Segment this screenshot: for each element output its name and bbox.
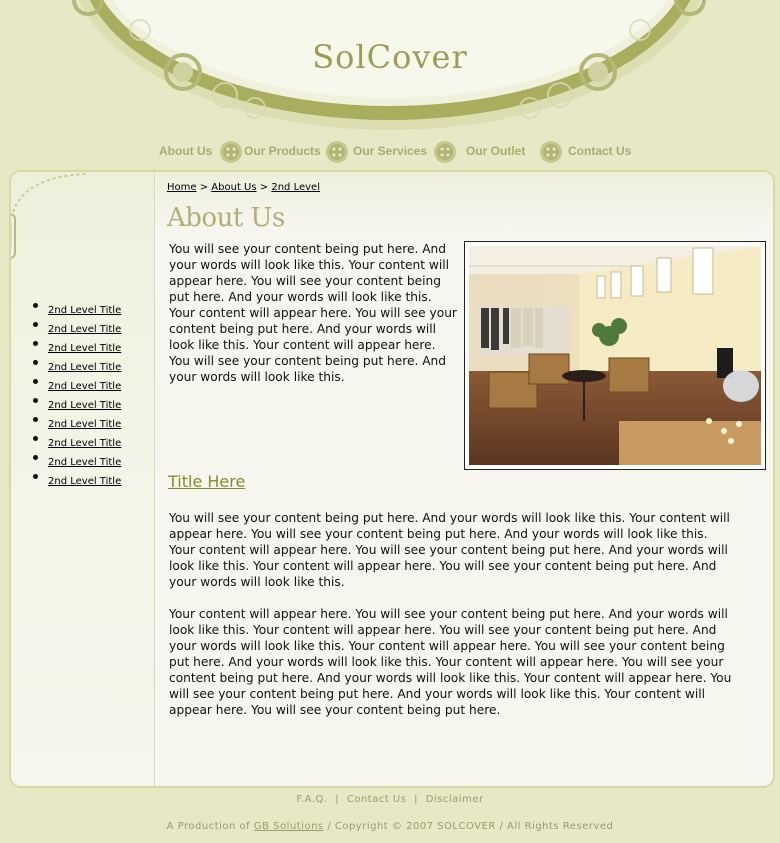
bullet-icon	[33, 303, 38, 308]
footer-separator: |	[335, 794, 340, 805]
sidebar-item	[31, 355, 121, 374]
button-icon	[219, 140, 243, 164]
bullet-icon	[33, 474, 38, 479]
logo[interactable]: SolCover	[312, 38, 468, 76]
copyright-text: / Copyright © 2007 SOLCOVER / All Rights Reserved	[327, 821, 614, 832]
sidebar-item	[31, 412, 121, 431]
footer-links	[0, 794, 780, 805]
copyright	[0, 821, 780, 832]
breadcrumb-2nd-level[interactable]: 2nd Level	[271, 182, 320, 193]
sidebar-item	[31, 431, 121, 450]
bullet-icon	[33, 360, 38, 365]
content-paragraph-2: Your content will appear here. You will see your content being put here. And your words will look like this. Your content will appear here. You will see your content being put here. And your words will look like this. Your content will appear here. You will see your content being put here. And your words will look like this. Your content will appear here. You will see your content being put here. And your words will look like this. Your content will appear here. You will see your content being put here. And your words will look like this. Your content will appear here. You will see your content being put here.	[169, 607, 732, 717]
breadcrumb-separator: >	[259, 182, 269, 193]
nav-our-products[interactable]: Our Products	[244, 144, 321, 158]
bullet-icon	[33, 417, 38, 422]
sidebar-link[interactable]: 2nd Level Title	[48, 324, 122, 335]
content-paragraph-1: You will see your content being put here. And your words will look like this. Your content will appear here. You will see your content being put here. And your words will look like this. Your content will appear here. You will see your content being put here. And your words will look like this. Your content will appear here. You will see your content being put here. And your words will look like this.	[169, 511, 730, 589]
showroom-photo	[469, 246, 761, 465]
footer-contact-link[interactable]: Contact Us	[346, 794, 407, 805]
sidebar-link[interactable]: 2nd Level Title	[48, 305, 122, 316]
breadcrumb	[167, 182, 320, 193]
sidebar-item	[31, 450, 121, 469]
sidebar	[11, 172, 155, 786]
nav-about-us[interactable]: About Us	[159, 144, 213, 158]
button-icon	[325, 140, 349, 164]
production-prefix: A Production of	[166, 821, 251, 832]
footer-disclaimer-link[interactable]: Disclaimer	[425, 794, 484, 805]
footer-faq-link[interactable]: F.A.Q.	[296, 794, 328, 805]
sidebar-link[interactable]: 2nd Level Title	[48, 438, 122, 449]
gb-solutions-link[interactable]: GB Solutions	[253, 821, 324, 832]
sidebar-link[interactable]: 2nd Level Title	[48, 476, 122, 487]
bullet-icon	[33, 341, 38, 346]
main-nav	[0, 141, 780, 163]
breadcrumb-home[interactable]: Home	[167, 182, 197, 193]
footer-separator: |	[414, 794, 419, 805]
sidebar-link[interactable]: 2nd Level Title	[48, 457, 122, 468]
bullet-icon	[33, 398, 38, 403]
bullet-icon	[33, 379, 38, 384]
sidebar-item	[31, 469, 121, 488]
sidebar-item	[31, 374, 121, 393]
sidebar-item	[31, 298, 121, 317]
intro-text: You will see your content being put here. And your words will look like this. Your content will appear here. You will see your content being put here. And your words will look like this. Your content will appear here. You will see your content being put here. And your words will look like this. Your content will appear here. You will see your content being put here. And your words will look like this.	[169, 242, 457, 384]
sidebar-item	[31, 336, 121, 355]
sidebar-link[interactable]: 2nd Level Title	[48, 400, 122, 411]
breadcrumb-separator: >	[199, 182, 209, 193]
bullet-icon	[33, 322, 38, 327]
button-icon	[433, 140, 457, 164]
page-title: About Us	[167, 203, 285, 233]
sidebar-link[interactable]: 2nd Level Title	[48, 362, 122, 373]
photo-frame	[464, 241, 766, 470]
sidebar-link[interactable]: 2nd Level Title	[48, 381, 122, 392]
sidebar-nav	[31, 298, 121, 488]
sidebar-link[interactable]: 2nd Level Title	[48, 419, 122, 430]
section-title[interactable]: Title Here	[168, 472, 246, 491]
sidebar-item	[31, 317, 121, 336]
button-icon	[539, 140, 563, 164]
sidebar-link[interactable]: 2nd Level Title	[48, 343, 122, 354]
breadcrumb-about-us[interactable]: About Us	[211, 182, 257, 193]
nav-our-outlet[interactable]: Our Outlet	[466, 144, 526, 158]
header	[0, 0, 780, 135]
nav-our-services[interactable]: Our Services	[353, 144, 428, 158]
zipper-icon	[9, 172, 105, 282]
nav-contact-us[interactable]: Contact Us	[568, 144, 632, 158]
sidebar-item	[31, 393, 121, 412]
bullet-icon	[33, 455, 38, 460]
bullet-icon	[33, 436, 38, 441]
